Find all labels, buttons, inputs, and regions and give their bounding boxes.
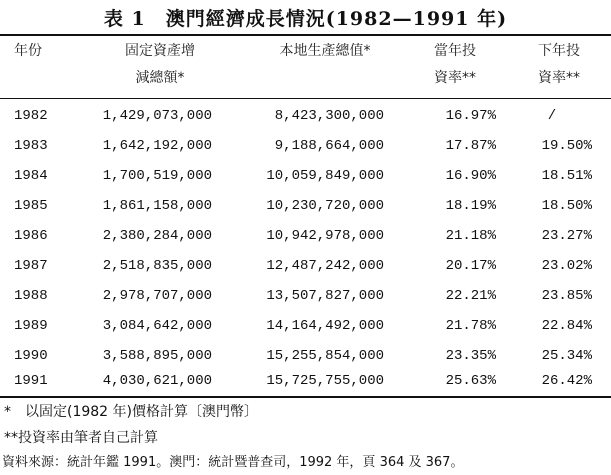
year-cell: 1986 <box>14 228 48 244</box>
next-rate-cell: 23.85% <box>541 288 592 304</box>
note-constant-prices: * 以固定(1982 年)價格計算〔澳門幣〕 <box>4 404 259 420</box>
rate-cell: 23.35% <box>445 348 496 364</box>
note-investment-rate: **投資率由筆者自己計算 <box>4 430 158 446</box>
table-row <box>0 366 611 396</box>
gdp-cell: 15,725,755,000 <box>266 373 384 389</box>
table-row <box>0 281 611 311</box>
year-cell: 1985 <box>14 198 48 214</box>
rate-cell: 18.19% <box>445 198 496 214</box>
header-rate-line2: 資率** <box>434 70 476 86</box>
next-rate-cell: 25.34% <box>541 348 592 364</box>
rate-cell: 25.63% <box>445 373 496 389</box>
year-cell: 1990 <box>14 348 48 364</box>
next-rate-cell: 23.02% <box>541 258 592 274</box>
investment-cell: 2,380,284,000 <box>102 228 212 244</box>
table-row <box>0 221 611 251</box>
investment-cell: 2,518,835,000 <box>102 258 212 274</box>
header-investment-line2: 減總額* <box>135 70 185 86</box>
gdp-cell: 8,423,300,000 <box>274 108 384 124</box>
table-row <box>0 161 611 191</box>
header-rule <box>0 98 611 99</box>
investment-cell: 1,700,519,000 <box>102 168 212 184</box>
gdp-cell: 15,255,854,000 <box>266 348 384 364</box>
investment-cell: 1,861,158,000 <box>102 198 212 214</box>
source-note: 資料來源：統計年鑑 1991。澳門：統計暨普查司，1992 年，頁 364 及 367。 <box>2 455 464 470</box>
next-rate-cell: 18.50% <box>541 198 592 214</box>
table-row <box>0 191 611 221</box>
rate-cell: 21.78% <box>445 318 496 334</box>
next-rate-cell: 22.84% <box>541 318 592 334</box>
year-cell: 1987 <box>14 258 48 274</box>
bottom-rule <box>0 396 611 398</box>
table-title: 表 1 澳門經濟成長情況(1982—1991 年) <box>103 8 508 30</box>
year-cell: 1989 <box>14 318 48 334</box>
header-year: 年份 <box>14 43 42 59</box>
investment-cell: 4,030,621,000 <box>102 373 212 389</box>
year-cell: 1982 <box>14 108 48 124</box>
next-rate-cell: 18.51% <box>541 168 592 184</box>
investment-cell: 1,642,192,000 <box>102 138 212 154</box>
gdp-cell: 10,942,978,000 <box>266 228 384 244</box>
header-investment-line1: 固定資產增 <box>125 43 195 59</box>
next-rate-cell: 19.50% <box>541 138 592 154</box>
year-cell: 1983 <box>14 138 48 154</box>
rate-cell: 16.97% <box>445 108 496 124</box>
year-cell: 1984 <box>14 168 48 184</box>
rate-cell: 16.90% <box>445 168 496 184</box>
table-row <box>0 251 611 281</box>
table-row <box>0 311 611 341</box>
rate-cell: 22.21% <box>445 288 496 304</box>
rate-cell: 17.87% <box>445 138 496 154</box>
top-rule <box>0 34 611 36</box>
year-cell: 1991 <box>14 373 48 389</box>
gdp-cell: 10,230,720,000 <box>266 198 384 214</box>
header-next-rate-line2: 資率** <box>538 70 580 86</box>
gdp-cell: 13,507,827,000 <box>266 288 384 304</box>
next-rate-cell: 26.42% <box>541 373 592 389</box>
investment-cell: 1,429,073,000 <box>102 108 212 124</box>
table-row <box>0 131 611 161</box>
investment-cell: 3,588,895,000 <box>102 348 212 364</box>
investment-cell: 2,978,707,000 <box>102 288 212 304</box>
year-cell: 1988 <box>14 288 48 304</box>
gdp-cell: 9,188,664,000 <box>274 138 384 154</box>
gdp-cell: 10,059,849,000 <box>266 168 384 184</box>
rate-cell: 21.18% <box>445 228 496 244</box>
gdp-cell: 14,164,492,000 <box>266 318 384 334</box>
next-rate-cell: 23.27% <box>541 228 592 244</box>
rate-cell: 20.17% <box>445 258 496 274</box>
next-rate-cell: / <box>547 108 557 124</box>
table-row <box>0 101 611 131</box>
header-next-rate-line1: 下年投 <box>538 43 580 59</box>
gdp-cell: 12,487,242,000 <box>266 258 384 274</box>
header-rate-line1: 當年投 <box>434 43 476 59</box>
header-gdp: 本地生產總值* <box>279 43 371 59</box>
investment-cell: 3,084,642,000 <box>102 318 212 334</box>
